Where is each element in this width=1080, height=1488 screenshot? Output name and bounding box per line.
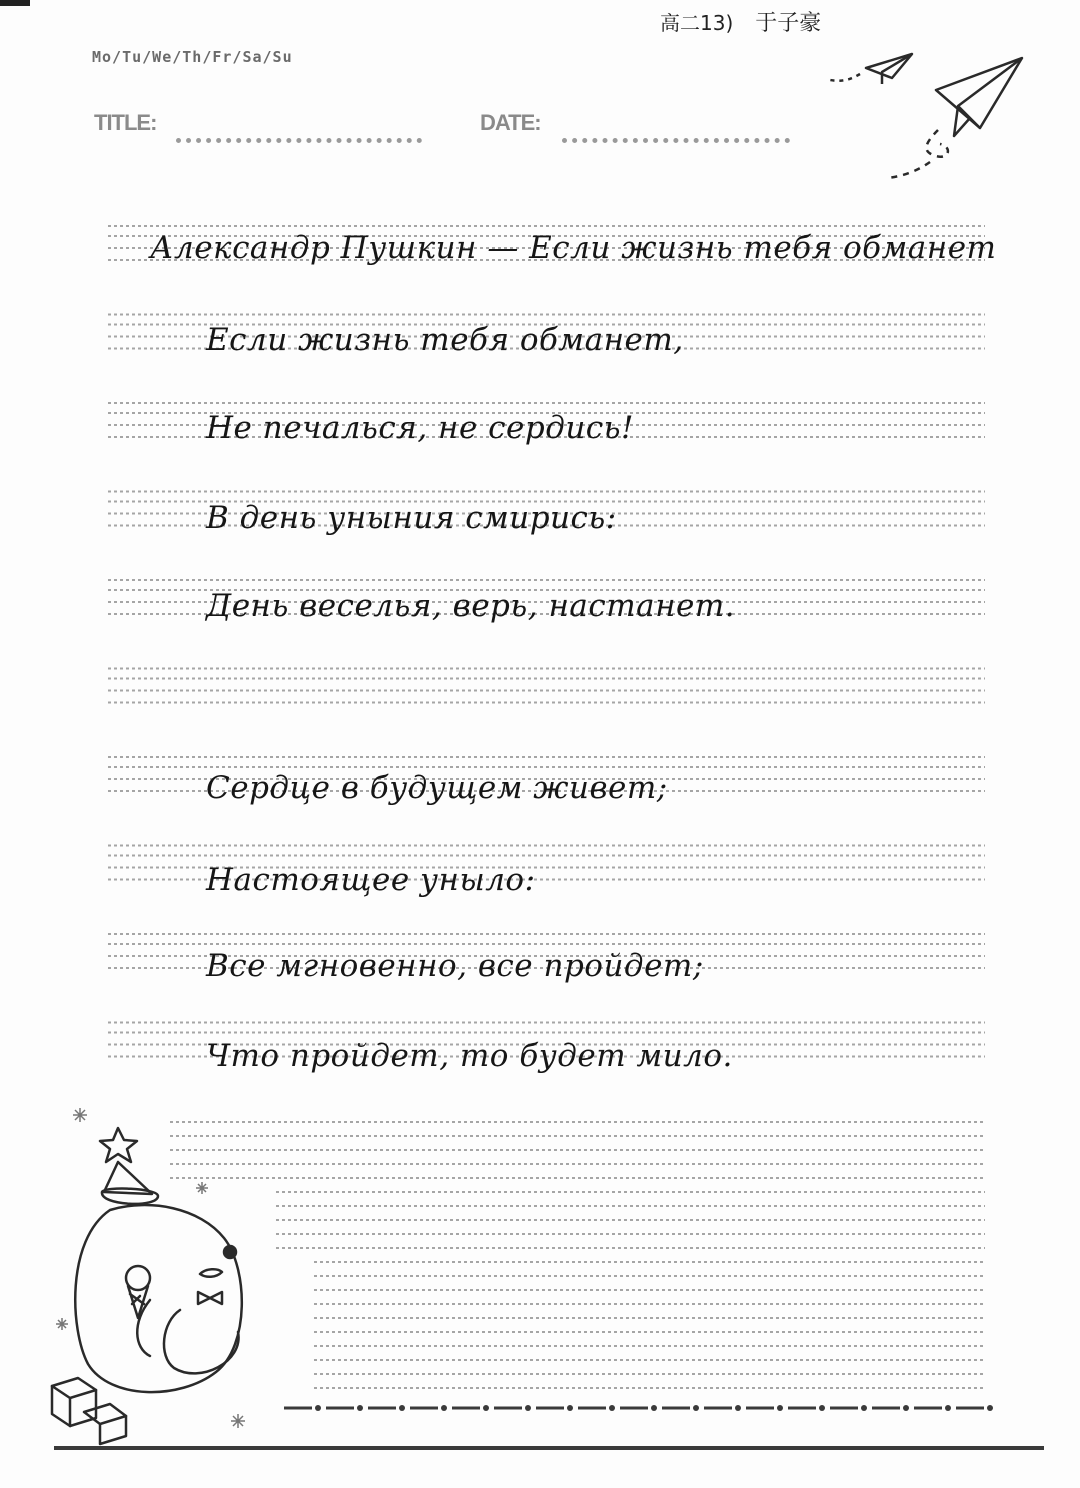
penguin-with-party-hat-icon [40, 1100, 280, 1450]
student-class: 高二13) [660, 11, 734, 35]
poem-line: Не печалься, не сердись! [206, 410, 635, 446]
student-name: 于子豪 [755, 11, 822, 36]
weekday-selector: Mo/Tu/We/Th/Fr/Sa/Su [92, 48, 293, 66]
footer-decor-line [280, 1398, 1000, 1418]
poem-line: День веселья, верь, настанет. [206, 588, 736, 624]
poem-line: Если жизнь тебя обманет, [206, 322, 684, 358]
poem-line: Все мгновенно, все пройдет; [206, 948, 704, 984]
bottom-rule [54, 1446, 1044, 1450]
poem-heading: Александр Пушкин — Если жизнь тебя обманет [150, 230, 997, 266]
poem-line: Сердце в будущем живет; [206, 770, 668, 806]
poem-line: Настоящее уныло: [206, 862, 536, 898]
poem-line: В день уныния смирись: [206, 500, 617, 536]
poem-line: Что пройдет, то будет мило. [206, 1038, 733, 1074]
date-label: DATE: [480, 110, 541, 135]
title-label: TITLE: [94, 110, 157, 135]
